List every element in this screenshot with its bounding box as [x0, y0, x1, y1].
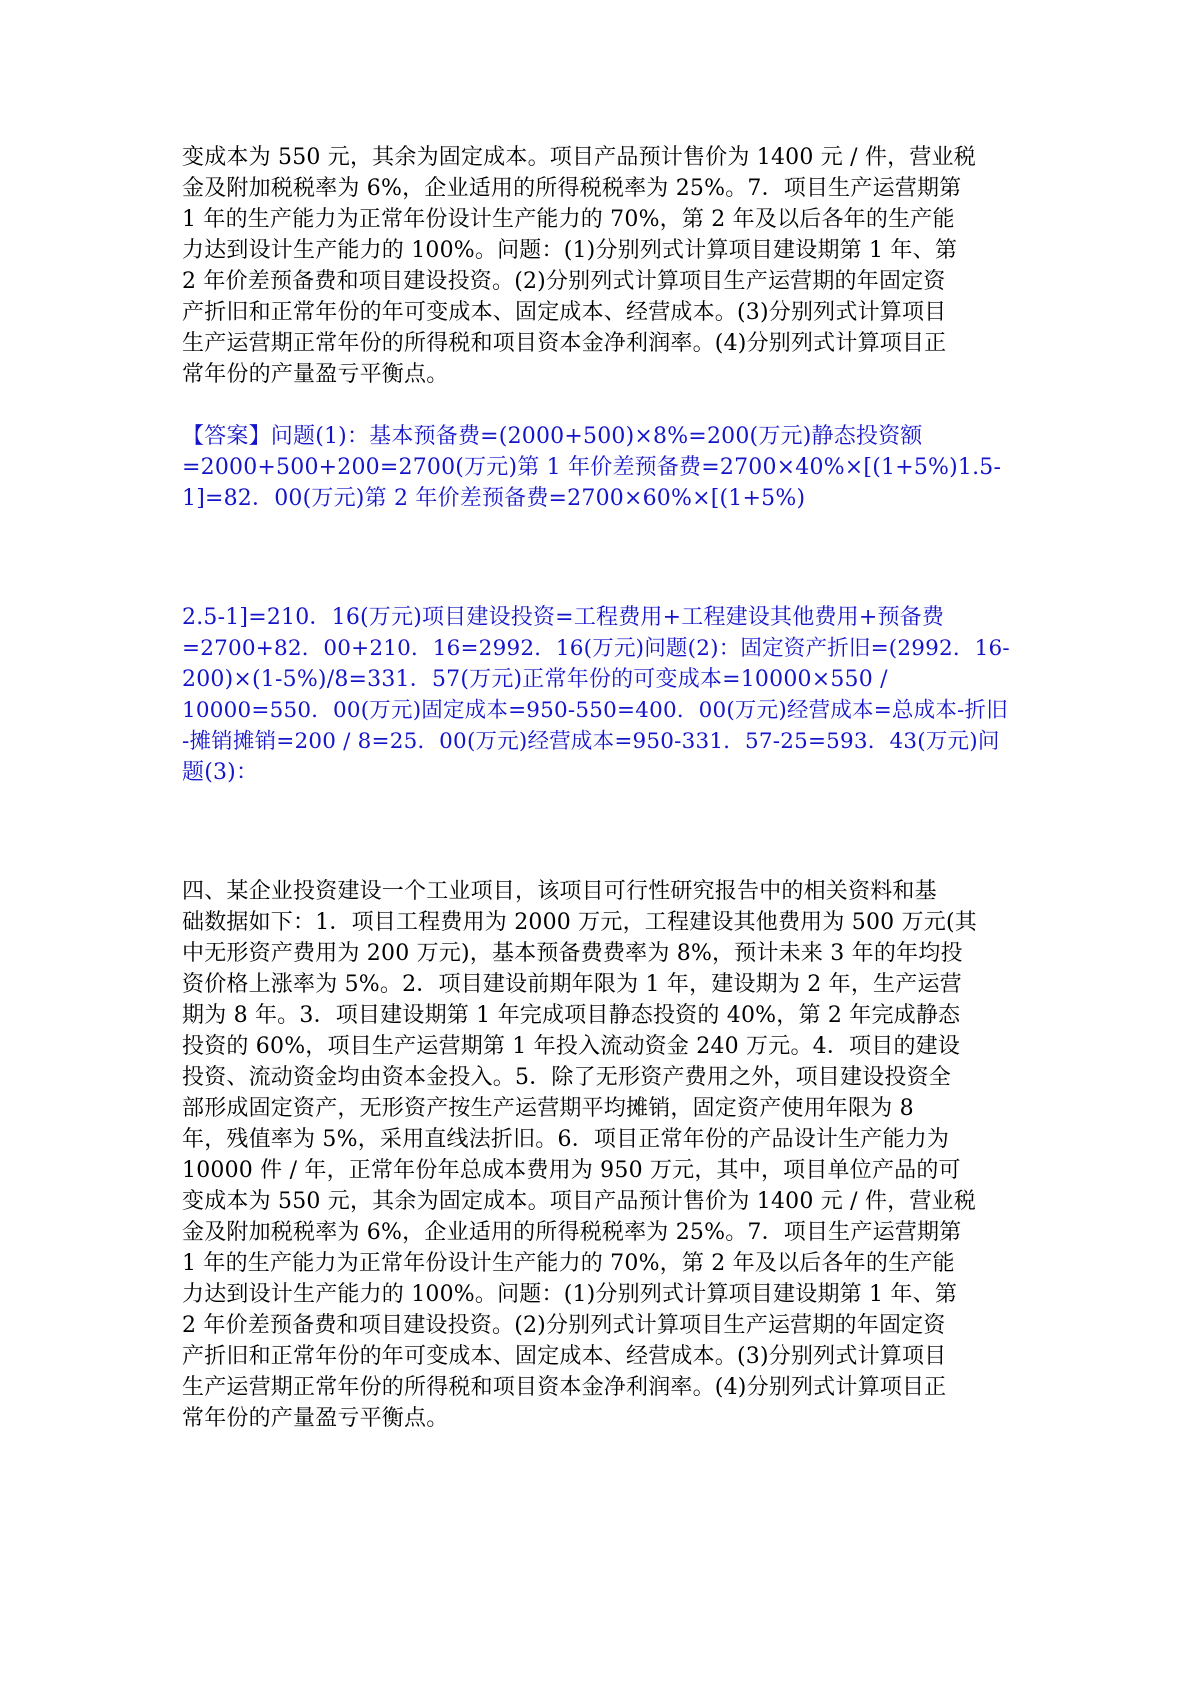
- text-line: 生产运营期正常年份的所得税和项目资本金净利润率。(4)分别列式计算项目正: [182, 1375, 947, 1400]
- text-line: 期为 8 年。3．项目建设期第 1 年完成项目静态投资的 40%，第 2 年完成静态: [182, 1003, 961, 1028]
- text-line: 变成本为 550 元，其余为固定成本。项目产品预计售价为 1400 元 / 件，营业税: [182, 1189, 976, 1214]
- text-line: 四、某企业投资建设一个工业项目，该项目可行性研究报告中的相关资料和基: [182, 879, 937, 904]
- answer-line: -摊销摊销=200 / 8=25．00(万元)经营成本=950-331．57-25=593．43(万元)问: [182, 729, 1000, 754]
- text-line: 2 年价差预备费和项目建设投资。(2)分别列式计算项目生产运营期的年固定资: [182, 1313, 946, 1338]
- answer-line: 10000=550．00(万元)固定成本=950-550=400．00(万元)经营成本=总成本-折旧: [182, 698, 1008, 723]
- text-line: 投资的 60%，项目生产运营期第 1 年投入流动资金 240 万元。4．项目的建设: [182, 1034, 961, 1059]
- text-line: 生产运营期正常年份的所得税和项目资本金净利润率。(4)分别列式计算项目正: [182, 331, 947, 356]
- answer-line: =2700+82．00+210．16=2992．16(万元)问题(2)：固定资产折旧=(2992．16-: [182, 636, 1010, 661]
- text-line: 2 年价差预备费和项目建设投资。(2)分别列式计算项目生产运营期的年固定资: [182, 269, 946, 294]
- text-line: 金及附加税税率为 6%，企业适用的所得税税率为 25%。7．项目生产运营期第: [182, 1220, 962, 1245]
- text-line: 力达到设计生产能力的 100%。问题：(1)分别列式计算项目建设期第 1 年、第: [182, 238, 958, 263]
- text-line: 产折旧和正常年份的年可变成本、固定成本、经营成本。(3)分别列式计算项目: [182, 300, 947, 325]
- text-line: 投资、流动资金均由资本金投入。5．除了无形资产费用之外，项目建设投资全: [182, 1065, 951, 1090]
- answer-line: 2.5-1]=210．16(万元)项目建设投资=工程费用+工程建设其他费用+预备费: [182, 605, 945, 630]
- text-line: 产折旧和正常年份的年可变成本、固定成本、经营成本。(3)分别列式计算项目: [182, 1344, 947, 1369]
- answer-line: 题(3)：: [182, 760, 259, 785]
- text-line: 部形成固定资产，无形资产按生产运营期平均摊销，固定资产使用年限为 8: [182, 1096, 914, 1121]
- answer-line: 【答案】问题(1)：基本预备费=(2000+500)×8%=200(万元)静态投资额: [182, 424, 923, 449]
- text-line: 常年份的产量盈亏平衡点。: [182, 1406, 449, 1431]
- answer-line: 1]=82．00(万元)第 2 年价差预备费=2700×60%×[(1+5%): [182, 486, 806, 511]
- text-line: 础数据如下：1．项目工程费用为 2000 万元，工程建设其他费用为 500 万元(其: [182, 910, 977, 935]
- text-line: 中无形资产费用为 200 万元)，基本预备费费率为 8%，预计未来 3 年的年均投: [182, 941, 963, 966]
- text-line: 年，残值率为 5%，采用直线法折旧。6．项目正常年份的产品设计生产能力为: [182, 1127, 950, 1152]
- answer-line: =2000+500+200=2700(万元)第 1 年价差预备费=2700×40%×[(1+5%)1.5-: [182, 455, 1002, 480]
- text-line: 1 年的生产能力为正常年份设计生产能力的 70%，第 2 年及以后各年的生产能: [182, 1251, 955, 1276]
- answer-line: 200)×(1-5%)/8=331．57(万元)正常年份的可变成本=10000×550 /: [182, 667, 888, 692]
- text-line: 10000 件 / 年，正常年份年总成本费用为 950 万元，其中，项目单位产品的可: [182, 1158, 961, 1183]
- text-line: 金及附加税税率为 6%，企业适用的所得税税率为 25%。7．项目生产运营期第: [182, 176, 962, 201]
- text-line: 常年份的产量盈亏平衡点。: [182, 362, 449, 387]
- text-line: 1 年的生产能力为正常年份设计生产能力的 70%，第 2 年及以后各年的生产能: [182, 207, 955, 232]
- text-line: 力达到设计生产能力的 100%。问题：(1)分别列式计算项目建设期第 1 年、第: [182, 1282, 958, 1307]
- text-line: 变成本为 550 元，其余为固定成本。项目产品预计售价为 1400 元 / 件，营业税: [182, 145, 976, 170]
- text-line: 资价格上涨率为 5%。2．项目建设前期年限为 1 年，建设期为 2 年，生产运营: [182, 972, 962, 997]
